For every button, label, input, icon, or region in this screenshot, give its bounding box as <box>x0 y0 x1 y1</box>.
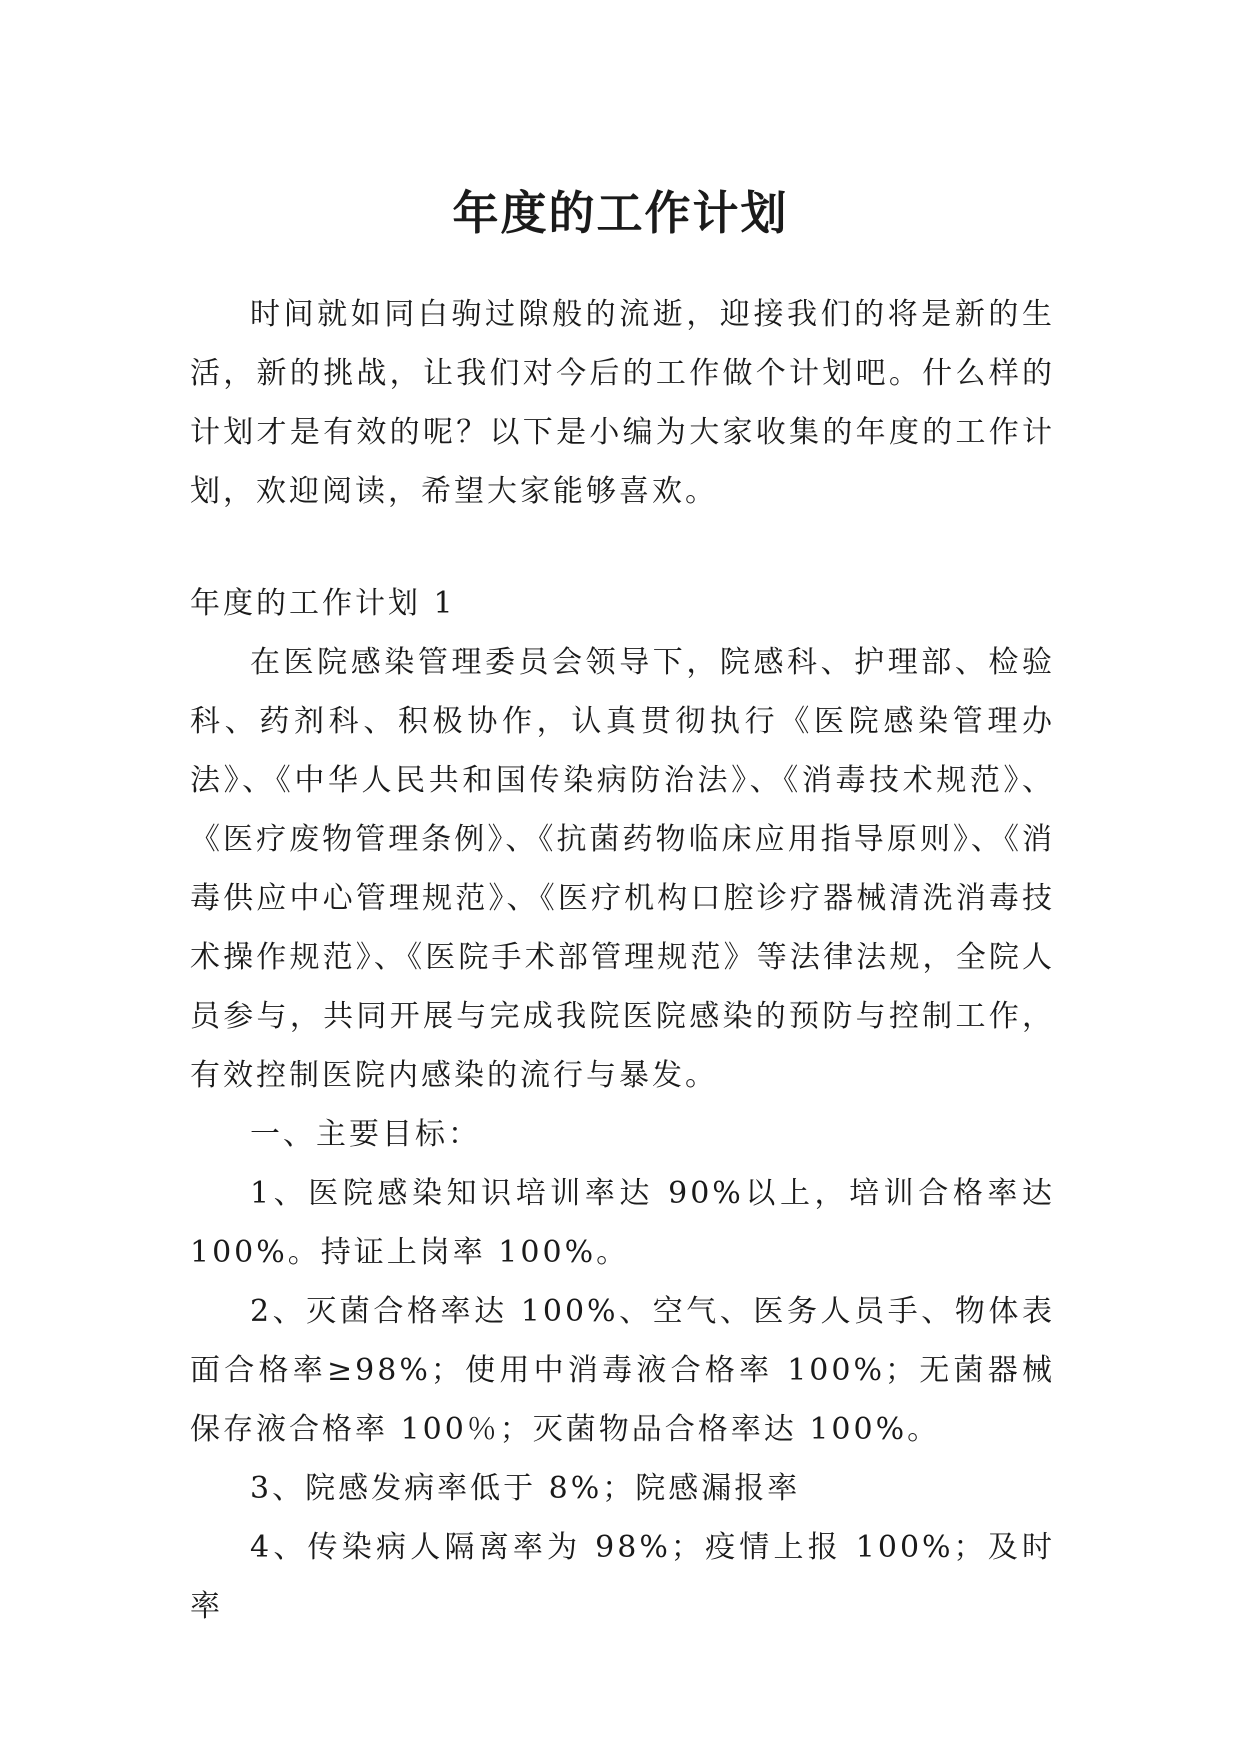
intro-paragraph: 时间就如同白驹过隙般的流逝，迎接我们的将是新的生活，新的挑战，让我们对今后的工作做个计划吧。什么样的计划才是有效的呢？以下是小编为大家收集的年度的工作计划，欢迎阅读，希望大家能够喜欢。 <box>190 297 1055 509</box>
section-heading: 年度的工作计划 1 <box>190 586 456 621</box>
document-body <box>190 285 1055 1636</box>
goal-item: 4、传染病人隔离率为 98%；疫情上报 100%；及时率 <box>190 1530 1055 1624</box>
goals-heading: 一、主要目标： <box>250 1117 481 1152</box>
goal-item: 2、灭菌合格率达 100%、空气、医务人员手、物体表面合格率≥98%；使用中消毒液合格率 100%；无菌器械保存液合格率 100％；灭菌物品合格率达 100%。 <box>190 1294 1055 1447</box>
goal-item: 3、院感发病率低于 8%；院感漏报率 <box>250 1471 801 1506</box>
goal-item: 1、医院感染知识培训率达 90%以上，培训合格率达 100%。持证上岗率 100%。 <box>190 1176 1055 1270</box>
body-paragraph: 在医院感染管理委员会领导下，院感科、护理部、检验科、药剂科、积极协作，认真贯彻执行《医院感染管理办法》、《中华人民共和国传染病防治法》、《消毒技术规范》、《医疗废物管理条例》、《抗菌药物临床应用指导原则》、《消毒供应中心管理规范》、《医疗机构口腔诊疗器械清洗消毒技术操作规范》、《医院手术部管理规范》等法律法规，全院人员参与，共同开展与完成我院医院感染的预防与控制工作，有效控制医院内感染的流行与暴发。 <box>190 645 1055 1093</box>
document-title: 年度的工作计划 <box>452 185 789 240</box>
